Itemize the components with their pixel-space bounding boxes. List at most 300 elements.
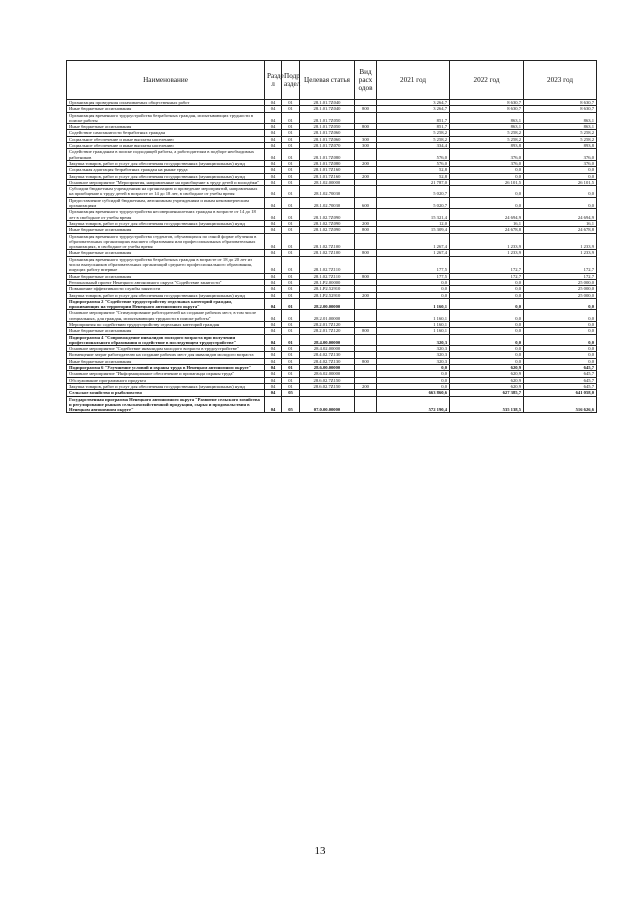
row-vid-cell: 800 xyxy=(355,358,377,364)
row-podrazdel-cell: 01 xyxy=(282,346,300,352)
row-podrazdel-cell: 01 xyxy=(282,292,300,298)
row-2023-cell: 0,0 xyxy=(524,298,597,310)
row-2022-cell: 0,0 xyxy=(450,328,524,334)
row-target-cell: 28.1.P2.52910 xyxy=(300,286,355,292)
row-2021-cell: 52,8 xyxy=(377,167,450,173)
row-vid-cell: 200 xyxy=(355,220,377,226)
row-target-cell: 28.6.02.7Z150 xyxy=(300,383,355,389)
row-vid-cell: 300 xyxy=(355,143,377,149)
row-vid-cell: 300 xyxy=(355,136,377,142)
row-podrazdel-cell: 01 xyxy=(282,233,300,250)
row-2021-cell: 851,7 xyxy=(377,112,450,124)
row-name-cell: Иные бюджетные ассигнования xyxy=(67,227,265,233)
row-target-cell: 28.4.02.7Z130 xyxy=(300,358,355,364)
row-razdel-cell: 04 xyxy=(265,130,282,136)
row-2022-cell: 8 630,7 xyxy=(450,100,524,106)
row-name-cell: Основное мероприятие "Стимулирование работодателей на создание рабочих мест, в том числе специальных, для граждан, испытывающих трудности в поиске работы" xyxy=(67,310,265,322)
row-target-cell: 28.1.01.7Z080 xyxy=(300,160,355,166)
row-2022-cell: 620,9 xyxy=(450,383,524,389)
row-2022-cell: 5 258,2 xyxy=(450,136,524,142)
row-2021-cell: 1 160,1 xyxy=(377,321,450,327)
table-row xyxy=(67,209,597,221)
row-razdel-cell: 04 xyxy=(265,112,282,124)
row-name-cell: Содействие гражданам в поиске подходящей работы, а работодателям в подборе необходимых работников xyxy=(67,149,265,161)
row-target-cell: 28.2.01.7Z120 xyxy=(300,328,355,334)
row-name-cell: Организация временного трудоустройства безработных граждан в возрасте от 18 до 20 лет из числа выпускников образовательных организаций среднего профессионального образования, ищущих работу впервые xyxy=(67,256,265,273)
row-2022-cell: 24 678,8 xyxy=(450,227,524,233)
table-row xyxy=(67,167,597,173)
table-row xyxy=(67,396,597,413)
row-razdel-cell: 04 xyxy=(265,124,282,130)
row-2023-cell: 376,0 xyxy=(524,149,597,161)
table-row xyxy=(67,143,597,149)
row-target-cell: 28.1.01.7Z060 xyxy=(300,130,355,136)
table-row xyxy=(67,334,597,346)
row-2021-cell: 0,0 xyxy=(377,286,450,292)
row-2022-cell: 0,0 xyxy=(450,352,524,358)
row-name-cell: Повышение эффективности службы занятости xyxy=(67,286,265,292)
row-2022-cell: 0,0 xyxy=(450,346,524,352)
row-name-cell: Основное мероприятие "Информационное обеспечение и пропаганда охраны труда" xyxy=(67,371,265,377)
row-name-cell: Иные бюджетные ассигнования xyxy=(67,358,265,364)
row-2021-cell: 5 258,2 xyxy=(377,136,450,142)
row-razdel-cell: 04 xyxy=(265,136,282,142)
row-target-cell: 28.2.01.7Z120 xyxy=(300,321,355,327)
row-vid-cell: 200 xyxy=(355,383,377,389)
budget-table xyxy=(66,60,597,413)
table-row xyxy=(67,298,597,310)
row-target-cell: 28.1.02.7Z110 xyxy=(300,273,355,279)
row-podrazdel-cell: 01 xyxy=(282,321,300,327)
row-vid-cell: 600 xyxy=(355,197,377,209)
row-2023-cell: 863,1 xyxy=(524,124,597,130)
row-razdel-cell: 04 xyxy=(265,186,282,198)
row-razdel-cell: 04 xyxy=(265,227,282,233)
row-2022-cell: 24 694,9 xyxy=(450,209,524,221)
row-2023-cell: 0,0 xyxy=(524,186,597,198)
row-podrazdel-cell: 01 xyxy=(282,383,300,389)
row-name-cell: Возмещение затрат работодателю на создание рабочих мест для инвалидов молодого возраста xyxy=(67,352,265,358)
table-row xyxy=(67,286,597,292)
row-name-cell: Организация временного трудоустройства безработных граждан, испытывающих трудности в поиске работы xyxy=(67,112,265,124)
row-2021-cell: 576,0 xyxy=(377,149,450,161)
row-razdel-cell: 04 xyxy=(265,383,282,389)
col-2022-header: 2022 год xyxy=(450,61,524,100)
table-row xyxy=(67,197,597,209)
row-target-cell: 28.1.01.7Z160 xyxy=(300,173,355,179)
row-razdel-cell: 04 xyxy=(265,143,282,149)
row-2021-cell: 5 020,7 xyxy=(377,197,450,209)
row-2023-cell: 16,1 xyxy=(524,220,597,226)
table-row xyxy=(67,100,597,106)
row-razdel-cell: 04 xyxy=(265,167,282,173)
table-row xyxy=(67,365,597,371)
row-2023-cell: 645,7 xyxy=(524,383,597,389)
row-2023-cell: 645,7 xyxy=(524,377,597,383)
row-2023-cell: 0,0 xyxy=(524,197,597,209)
row-vid-cell: 800 xyxy=(355,250,377,256)
row-2022-cell: 0,0 xyxy=(450,186,524,198)
row-razdel-cell: 04 xyxy=(265,100,282,106)
row-2021-cell: 320,3 xyxy=(377,352,450,358)
row-name-cell: Сельское хозяйство и рыболовство xyxy=(67,390,265,396)
row-2021-cell: 177,5 xyxy=(377,256,450,273)
document-page xyxy=(66,60,596,413)
row-name-cell: Иные бюджетные ассигнования xyxy=(67,328,265,334)
row-2021-cell: 1 160,1 xyxy=(377,328,450,334)
row-name-cell: Иные бюджетные ассигнования xyxy=(67,273,265,279)
row-name-cell: Организация временного трудоустройства студентов, обучающихся по очной форме обучения в образовательных организациях высшего образования или профессиональных образовательных организациях, в свободное от учебы время xyxy=(67,233,265,250)
row-2022-cell: 8 630,7 xyxy=(450,106,524,112)
row-podrazdel-cell: 01 xyxy=(282,160,300,166)
table-row xyxy=(67,220,597,226)
row-target-cell: 28.1.02.70030 xyxy=(300,186,355,198)
row-2023-cell: 0,0 xyxy=(524,310,597,322)
row-target-cell: 28.1.02.7Z090 xyxy=(300,220,355,226)
row-name-cell: Подпрограмма 2 "Содействие трудоустройству отдельных категорий граждан, проживающих на территории Ненецкого автономного округа" xyxy=(67,298,265,310)
row-target-cell: 28.1.01.7Z040 xyxy=(300,100,355,106)
table-header-row xyxy=(67,61,597,100)
row-razdel-cell: 04 xyxy=(265,365,282,371)
row-2023-cell: 5 258,2 xyxy=(524,130,597,136)
row-2022-cell: 172,7 xyxy=(450,273,524,279)
row-podrazdel-cell: 05 xyxy=(282,390,300,396)
row-2021-cell: 572 190,4 xyxy=(377,396,450,413)
row-2023-cell: 893,8 xyxy=(524,143,597,149)
row-razdel-cell: 04 xyxy=(265,358,282,364)
row-name-cell: Основное мероприятие "Мероприятия, направленные на приобщение к труду детей и молодёжи" xyxy=(67,179,265,185)
row-2023-cell: 0,0 xyxy=(524,346,597,352)
row-2021-cell: 52,8 xyxy=(377,173,450,179)
table-row xyxy=(67,130,597,136)
table-body xyxy=(67,100,597,413)
row-2023-cell: 645,7 xyxy=(524,365,597,371)
row-2022-cell: 0,0 xyxy=(450,310,524,322)
row-name-cell: Закупка товаров, работ и услуг для обеспечения государственных (муниципальных) нужд xyxy=(67,220,265,226)
row-2023-cell: 172,7 xyxy=(524,273,597,279)
row-podrazdel-cell: 01 xyxy=(282,273,300,279)
row-2021-cell: 15 321,4 xyxy=(377,209,450,221)
row-podrazdel-cell: 01 xyxy=(282,365,300,371)
row-name-cell: Иные бюджетные ассигнования xyxy=(67,124,265,130)
row-podrazdel-cell: 01 xyxy=(282,100,300,106)
row-2022-cell: 1 233,9 xyxy=(450,250,524,256)
row-2021-cell: 0,0 xyxy=(377,292,450,298)
row-2022-cell: 0,0 xyxy=(450,298,524,310)
row-razdel-cell: 04 xyxy=(265,279,282,285)
row-2022-cell: 0,0 xyxy=(450,197,524,209)
row-vid-cell: 800 xyxy=(355,273,377,279)
row-2023-cell: 0,0 xyxy=(524,173,597,179)
row-name-cell: Субсидии бюджетным учреждениям на организацию и проведение мероприятий, направленных на приобщение к труду детей в возрасте от 14 до 18 лет, в свободное от учебы время xyxy=(67,186,265,198)
row-2023-cell: 1 233,9 xyxy=(524,233,597,250)
row-vid-cell: 800 xyxy=(355,328,377,334)
row-target-cell: 28.2.00.00000 xyxy=(300,298,355,310)
row-target-cell: 28.6.02.00000 xyxy=(300,371,355,377)
row-podrazdel-cell: 01 xyxy=(282,220,300,226)
row-2021-cell: 851,7 xyxy=(377,124,450,130)
row-podrazdel-cell: 01 xyxy=(282,358,300,364)
row-podrazdel-cell: 01 xyxy=(282,106,300,112)
row-name-cell: Организация временного трудоустройства несовершеннолетних граждан в возрасте от 14 до 18 лет в свободное от учебы время xyxy=(67,209,265,221)
row-name-cell: Подпрограмма 6 "Улучшение условий и охраны труда в Ненецком автономном округе" xyxy=(67,365,265,371)
row-2022-cell: 5 258,2 xyxy=(450,130,524,136)
row-2021-cell: 0,0 xyxy=(377,365,450,371)
row-target-cell: 28.1.02.7Z110 xyxy=(300,256,355,273)
row-podrazdel-cell: 01 xyxy=(282,197,300,209)
row-target-cell: 28.1.01.7Z070 xyxy=(300,143,355,149)
row-2021-cell: 0,0 xyxy=(377,383,450,389)
row-razdel-cell: 04 xyxy=(265,220,282,226)
row-name-cell: Социальная адаптация безработных граждан на рынке труда xyxy=(67,167,265,173)
row-2021-cell: 0,0 xyxy=(377,279,450,285)
row-2023-cell: 0,0 xyxy=(524,352,597,358)
row-2021-cell: 320,3 xyxy=(377,334,450,346)
row-target-cell: 28.1.01.7Z050 xyxy=(300,124,355,130)
row-2022-cell: 620,9 xyxy=(450,365,524,371)
table-row xyxy=(67,256,597,273)
col-podrazdel-header: Подр аздел xyxy=(282,61,300,100)
row-vid-cell xyxy=(355,298,377,310)
row-vid-cell xyxy=(355,256,377,273)
row-2022-cell: 0,0 xyxy=(450,334,524,346)
row-podrazdel-cell: 01 xyxy=(282,149,300,161)
row-2023-cell: 5 258,2 xyxy=(524,136,597,142)
row-2022-cell: 1 233,9 xyxy=(450,233,524,250)
row-vid-cell xyxy=(355,149,377,161)
row-2021-cell: 1 267,4 xyxy=(377,250,450,256)
row-name-cell: Социальное обеспечение и иные выплаты населению xyxy=(67,143,265,149)
row-target-cell: 28.1.02.7Z100 xyxy=(300,250,355,256)
row-podrazdel-cell: 01 xyxy=(282,227,300,233)
row-2023-cell: 0,0 xyxy=(524,167,597,173)
row-2022-cell: 0,0 xyxy=(450,286,524,292)
col-vid-header: Вид расх одов xyxy=(355,61,377,100)
row-target-cell: 28.1.P2.00000 xyxy=(300,279,355,285)
table-row xyxy=(67,233,597,250)
row-target-cell: 28.1.02.7Z100 xyxy=(300,233,355,250)
row-razdel-cell: 04 xyxy=(265,310,282,322)
row-name-cell: Организация проведения оплачиваемых общественных работ xyxy=(67,100,265,106)
table-row xyxy=(67,279,597,285)
row-name-cell: Иные бюджетные ассигнования xyxy=(67,250,265,256)
row-name-cell: Предоставление субсидий бюджетным, автономным учреждениям и иным некоммерческим организациям xyxy=(67,197,265,209)
row-vid-cell: 200 xyxy=(355,160,377,166)
table-row xyxy=(67,136,597,142)
row-2023-cell: 1 233,9 xyxy=(524,250,597,256)
table-row xyxy=(67,321,597,327)
row-2021-cell: 3 264,7 xyxy=(377,100,450,106)
row-target-cell: 28.6.02.7Z150 xyxy=(300,377,355,383)
table-row xyxy=(67,310,597,322)
row-razdel-cell: 04 xyxy=(265,371,282,377)
row-target-cell: 28.4.00.00000 xyxy=(300,334,355,346)
row-podrazdel-cell: 01 xyxy=(282,130,300,136)
row-2023-cell: 25 000,0 xyxy=(524,292,597,298)
row-name-cell: Содействие самозанятости безработных граждан xyxy=(67,130,265,136)
row-2023-cell: 645,7 xyxy=(524,371,597,377)
row-target-cell: 07.0.00.00000 xyxy=(300,396,355,413)
row-podrazdel-cell: 01 xyxy=(282,256,300,273)
table-row xyxy=(67,346,597,352)
row-2022-cell: 172,7 xyxy=(450,256,524,273)
row-target-cell: 28.1.P2.52910 xyxy=(300,292,355,298)
row-2021-cell: 1 267,4 xyxy=(377,233,450,250)
row-name-cell: Закупка товаров, работ и услуг для обеспечения государственных (муниципальных) нужд xyxy=(67,383,265,389)
table-row xyxy=(67,112,597,124)
row-2021-cell: 320,3 xyxy=(377,346,450,352)
row-2023-cell: 25 000,0 xyxy=(524,279,597,285)
col-2021-header: 2021 год xyxy=(377,61,450,100)
row-2021-cell: 177,5 xyxy=(377,273,450,279)
row-2023-cell: 24 694,9 xyxy=(524,209,597,221)
table-row xyxy=(67,149,597,161)
row-target-cell: 28.1.01.7Z060 xyxy=(300,136,355,142)
table-row xyxy=(67,292,597,298)
row-name-cell: Государственная программа Ненецкого автономного округа "Развитие сельского хозяйства и регулирование рынков сельскохозяйственной продукции, сырья и продовольствия в Ненецком автономном округе" xyxy=(67,396,265,413)
row-2022-cell: 0,0 xyxy=(450,292,524,298)
row-razdel-cell: 04 xyxy=(265,286,282,292)
row-podrazdel-cell: 01 xyxy=(282,377,300,383)
row-2023-cell: 516 626,6 xyxy=(524,396,597,413)
table-row xyxy=(67,186,597,198)
row-razdel-cell: 04 xyxy=(265,273,282,279)
row-2022-cell: 0,0 xyxy=(450,358,524,364)
row-podrazdel-cell: 01 xyxy=(282,250,300,256)
row-2021-cell: 15 309,4 xyxy=(377,227,450,233)
row-target-cell: 28.1.01.7Z050 xyxy=(300,112,355,124)
row-target-cell: 28.4.02.00000 xyxy=(300,346,355,352)
row-2021-cell: 21 787,0 xyxy=(377,179,450,185)
row-2023-cell: 172,7 xyxy=(524,256,597,273)
row-2021-cell: 12,0 xyxy=(377,220,450,226)
row-target-cell: 28.1.01.7Z080 xyxy=(300,149,355,161)
row-podrazdel-cell: 01 xyxy=(282,352,300,358)
row-2021-cell: 0,0 xyxy=(377,371,450,377)
row-vid-cell: 800 xyxy=(355,106,377,112)
row-vid-cell xyxy=(355,233,377,250)
row-2023-cell: 0,0 xyxy=(524,321,597,327)
row-name-cell: Мероприятия по содействию трудоустройству отдельных категорий граждан xyxy=(67,321,265,327)
row-target-cell: 28.1.02.00000 xyxy=(300,179,355,185)
row-vid-cell xyxy=(355,396,377,413)
row-target-cell: 28.6.00.00000 xyxy=(300,365,355,371)
col-target-header: Целевая статья xyxy=(300,61,355,100)
row-razdel-cell: 04 xyxy=(265,352,282,358)
row-razdel-cell: 04 xyxy=(265,334,282,346)
row-2022-cell: 26 101,5 xyxy=(450,179,524,185)
row-podrazdel-cell: 01 xyxy=(282,167,300,173)
row-2022-cell: 0,0 xyxy=(450,167,524,173)
row-target-cell: 28.1.02.70030 xyxy=(300,197,355,209)
row-2021-cell: 5 258,2 xyxy=(377,130,450,136)
row-2022-cell: 620,9 xyxy=(450,377,524,383)
row-razdel-cell: 04 xyxy=(265,396,282,413)
row-razdel-cell: 04 xyxy=(265,106,282,112)
row-razdel-cell: 04 xyxy=(265,250,282,256)
row-podrazdel-cell: 01 xyxy=(282,279,300,285)
row-2023-cell: 24 678,8 xyxy=(524,227,597,233)
table-row xyxy=(67,352,597,358)
row-2022-cell: 376,0 xyxy=(450,160,524,166)
row-2021-cell: 0,0 xyxy=(377,377,450,383)
row-2023-cell: 641 058,0 xyxy=(524,390,597,396)
row-razdel-cell: 04 xyxy=(265,328,282,334)
row-vid-cell xyxy=(355,186,377,198)
row-razdel-cell: 04 xyxy=(265,197,282,209)
row-razdel-cell: 04 xyxy=(265,173,282,179)
row-podrazdel-cell: 01 xyxy=(282,298,300,310)
row-name-cell: Подпрограмма 4 "Сопровождение инвалидов молодого возраста при получении профессионального образования и содействие в последующем трудоустройстве" xyxy=(67,334,265,346)
row-name-cell: Социальное обеспечение и иные выплаты населению xyxy=(67,136,265,142)
row-2023-cell: 0,0 xyxy=(524,358,597,364)
row-razdel-cell: 04 xyxy=(265,298,282,310)
row-name-cell: Основное мероприятие "Содействие инвалидам молодого возраста в трудоустройстве" xyxy=(67,346,265,352)
row-target-cell: 28.2.01.00000 xyxy=(300,310,355,322)
table-row xyxy=(67,179,597,185)
row-2022-cell: 627 385,7 xyxy=(450,390,524,396)
row-2022-cell: 620,9 xyxy=(450,371,524,377)
row-2022-cell: 863,1 xyxy=(450,124,524,130)
row-podrazdel-cell: 01 xyxy=(282,143,300,149)
row-vid-cell xyxy=(355,334,377,346)
row-razdel-cell: 04 xyxy=(265,149,282,161)
row-vid-cell xyxy=(355,310,377,322)
row-2021-cell: 320,3 xyxy=(377,358,450,364)
row-2023-cell: 8 630,7 xyxy=(524,106,597,112)
row-podrazdel-cell: 01 xyxy=(282,209,300,221)
row-target-cell: 28.1.02.7Z090 xyxy=(300,209,355,221)
row-razdel-cell: 04 xyxy=(265,390,282,396)
table-row xyxy=(67,383,597,389)
row-razdel-cell: 04 xyxy=(265,346,282,352)
row-razdel-cell: 04 xyxy=(265,209,282,221)
row-razdel-cell: 04 xyxy=(265,292,282,298)
row-2022-cell: 16,1 xyxy=(450,220,524,226)
row-target-cell: 28.1.02.7Z090 xyxy=(300,227,355,233)
row-2021-cell: 334,4 xyxy=(377,143,450,149)
row-razdel-cell: 04 xyxy=(265,377,282,383)
row-razdel-cell: 04 xyxy=(265,160,282,166)
row-razdel-cell: 04 xyxy=(265,321,282,327)
row-2021-cell: 1 160,1 xyxy=(377,298,450,310)
row-podrazdel-cell: 01 xyxy=(282,112,300,124)
row-podrazdel-cell: 01 xyxy=(282,124,300,130)
row-name-cell: Обслуживание программного продукта xyxy=(67,377,265,383)
row-vid-cell: 800 xyxy=(355,227,377,233)
row-vid-cell: 200 xyxy=(355,173,377,179)
row-2022-cell: 893,8 xyxy=(450,143,524,149)
row-2022-cell: 376,0 xyxy=(450,149,524,161)
row-name-cell: Закупка товаров, работ и услуг для обеспечения государственных (муниципальных) нужд xyxy=(67,292,265,298)
row-razdel-cell: 04 xyxy=(265,233,282,250)
col-2023-header: 2023 год xyxy=(524,61,597,100)
row-razdel-cell: 04 xyxy=(265,179,282,185)
table-row xyxy=(67,371,597,377)
row-podrazdel-cell: 01 xyxy=(282,328,300,334)
row-podrazdel-cell: 01 xyxy=(282,286,300,292)
row-vid-cell: 200 xyxy=(355,292,377,298)
row-vid-cell xyxy=(355,112,377,124)
row-2022-cell: 0,0 xyxy=(450,321,524,327)
row-target-cell: 28.4.02.7Z130 xyxy=(300,352,355,358)
row-2021-cell: 663 860,6 xyxy=(377,390,450,396)
page-number: 13 xyxy=(314,845,326,857)
row-podrazdel-cell: 01 xyxy=(282,136,300,142)
row-podrazdel-cell: 01 xyxy=(282,310,300,322)
row-target-cell: 28.1.01.7Z160 xyxy=(300,167,355,173)
table-row xyxy=(67,160,597,166)
